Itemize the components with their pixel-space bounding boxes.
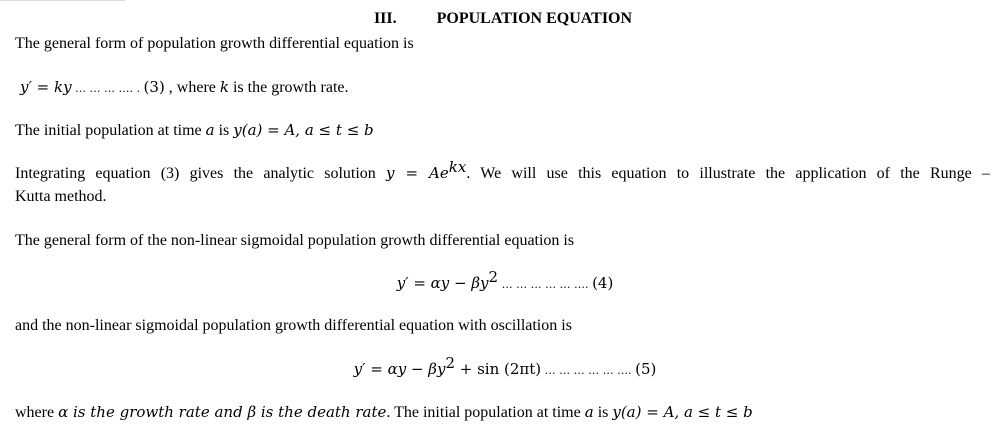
- paragraph-oscillation: [15, 316, 572, 336]
- paragraph-text: The general form of population growth differential equation is: [15, 35, 414, 52]
- equation-3: y′ = ky: [20, 78, 72, 96]
- initial-condition: y(a) = A, a ≤ t ≤ b: [233, 121, 374, 139]
- paragraph-text-2: . We will use this equation to illustrate the application of the Runge –: [466, 165, 990, 182]
- equation-5-line: [0, 354, 1006, 381]
- paragraph-general-form: [15, 34, 414, 54]
- equation-4: y′ = αy − βy: [396, 274, 489, 292]
- equation-tail: , where: [164, 79, 220, 96]
- initial-condition: y(a) = A, a ≤ t ≤ b: [612, 403, 753, 421]
- section-heading: [0, 9, 1006, 29]
- paragraph-text-is: is: [593, 404, 613, 421]
- variable-k: k: [219, 78, 229, 96]
- variable-a: a: [584, 403, 594, 421]
- paragraph-text-is: is: [214, 122, 234, 139]
- rate-definitions: α is the growth rate and β is the death rate: [58, 403, 387, 421]
- exponent: kx: [448, 158, 467, 176]
- paragraph-text: and the non-linear sigmoidal population growth differential equation with oscillation is: [15, 317, 572, 334]
- paragraph-rates: [15, 402, 753, 423]
- top-edge-line: [0, 0, 125, 3]
- paragraph-text: The general form of the non-linear sigmoidal population growth differential equation is: [15, 232, 575, 249]
- equation-5: y′ = αy − βy: [353, 360, 446, 378]
- equation-dots: … … … … … ….: [498, 278, 593, 291]
- paragraph-text: where: [15, 404, 59, 421]
- variable-a: a: [205, 121, 215, 139]
- square-exponent: 2: [488, 268, 499, 286]
- equation-tail-2: is the growth rate.: [228, 79, 349, 96]
- section-title: POPULATION EQUATION: [436, 10, 633, 27]
- equation-number: (3): [143, 78, 165, 96]
- paragraph-text: Integrating equation (3) gives the analytic solution: [15, 165, 387, 182]
- paragraph-sigmoidal: [15, 231, 574, 251]
- equation-5-rest: + sin (2πt): [454, 360, 542, 378]
- paragraph-analytic-solution-line1: [15, 158, 990, 184]
- equation-dots: … … … … … ….: [541, 364, 636, 377]
- paragraph-analytic-solution-line2: [15, 187, 107, 207]
- equation-number: (5): [635, 360, 657, 378]
- equation-3-line: [20, 77, 349, 99]
- equation-number: (4): [592, 274, 614, 292]
- square-exponent: 2: [445, 354, 455, 372]
- paragraph-text-2: . The initial population at time: [386, 404, 585, 421]
- equation-dots: … … … …. .: [71, 82, 144, 95]
- paragraph-initial-population: [15, 120, 374, 141]
- equation-4-line: [0, 268, 1006, 295]
- paragraph-text: The initial population at time: [15, 122, 206, 139]
- analytic-solution: y = Ae: [386, 164, 449, 182]
- paragraph-text-3: Kutta method.: [15, 188, 107, 205]
- section-number: III.: [373, 10, 397, 27]
